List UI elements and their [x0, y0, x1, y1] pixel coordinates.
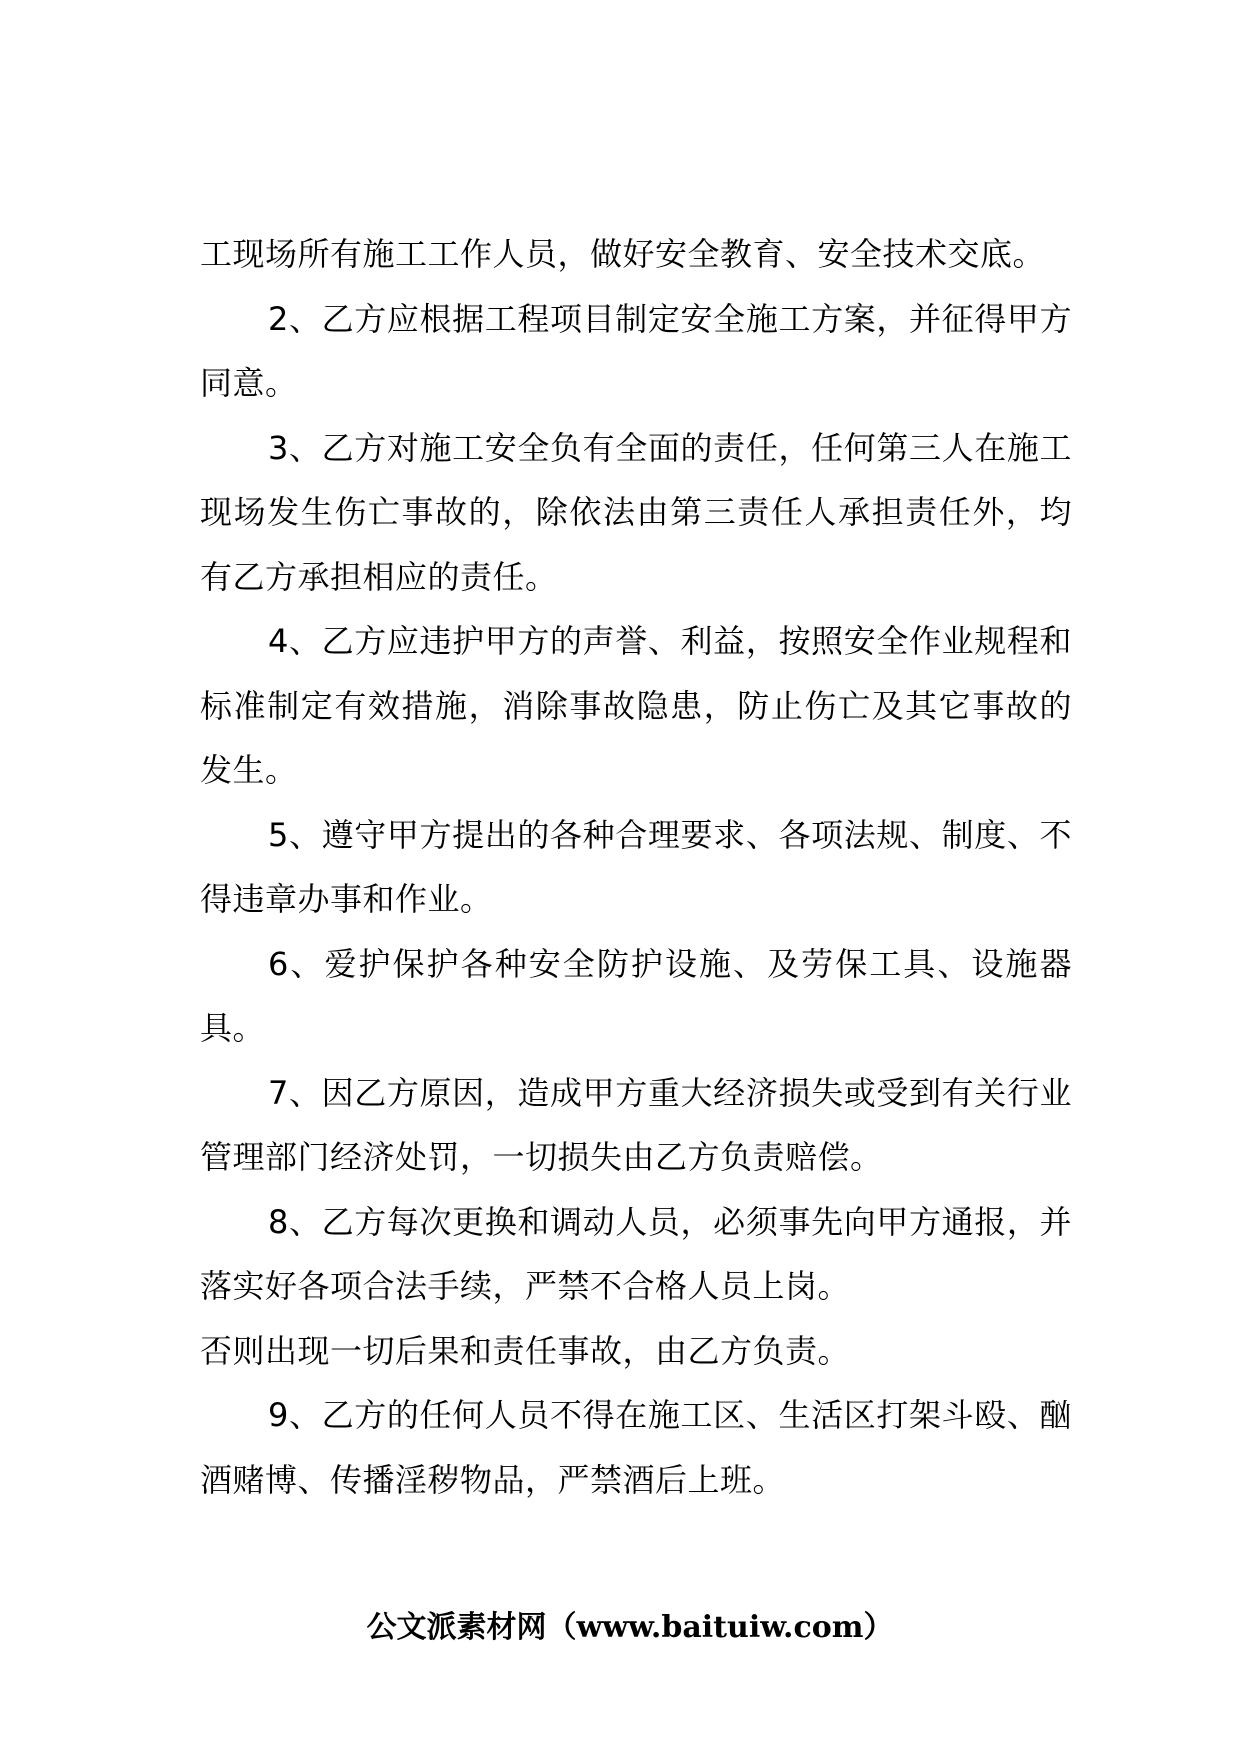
paragraph-continuation: 工现场所有施工工作人员，做好安全教育、安全技术交底。	[200, 235, 1046, 273]
footer-watermark: 公文派素材网（www.baituiw.com）	[366, 1610, 894, 1645]
document-body	[200, 222, 1072, 1512]
paragraph-item-4: 4、乙方应违护甲方的声誉、利益，按照安全作业规程和标准制定有效措施，消除事故隐患，防止伤亡及其它事故的发生。	[200, 622, 1072, 789]
paragraph-item-8-continuation: 否则出现一切后果和责任事故，由乙方负责。	[200, 1331, 851, 1370]
paragraph-item-3: 3、乙方对施工安全负有全面的责任，任何第三人在施工现场发生伤亡事故的，除依法由第三责任人承担责任外，均有乙方承担相应的责任。	[200, 428, 1072, 596]
paragraph-item-9: 9、乙方的任何人员不得在施工区、生活区打架斗殴、酗酒赌博、传播淫秽物品，严禁酒后上班。	[200, 1396, 1072, 1499]
paragraph-item-6: 6、爱护保护各种安全防护设施、及劳保工具、设施器具。	[200, 944, 1072, 1047]
paragraph-item-5: 5、遵守甲方提出的各种合理要求、各项法规、制度、不得违章办事和作业。	[200, 815, 1072, 918]
paragraph-item-8: 8、乙方每次更换和调动人员，必须事先向甲方通报，并落实好各项合法手续，严禁不合格人员上岗。	[200, 1202, 1072, 1305]
paragraph-item-2: 2、乙方应根据工程项目制定安全施工方案，并征得甲方同意。	[200, 299, 1072, 402]
paragraph-item-7: 7、因乙方原因，造成甲方重大经济损失或受到有关行业管理部门经济处罚，一切损失由乙方负责赔偿。	[200, 1073, 1072, 1176]
